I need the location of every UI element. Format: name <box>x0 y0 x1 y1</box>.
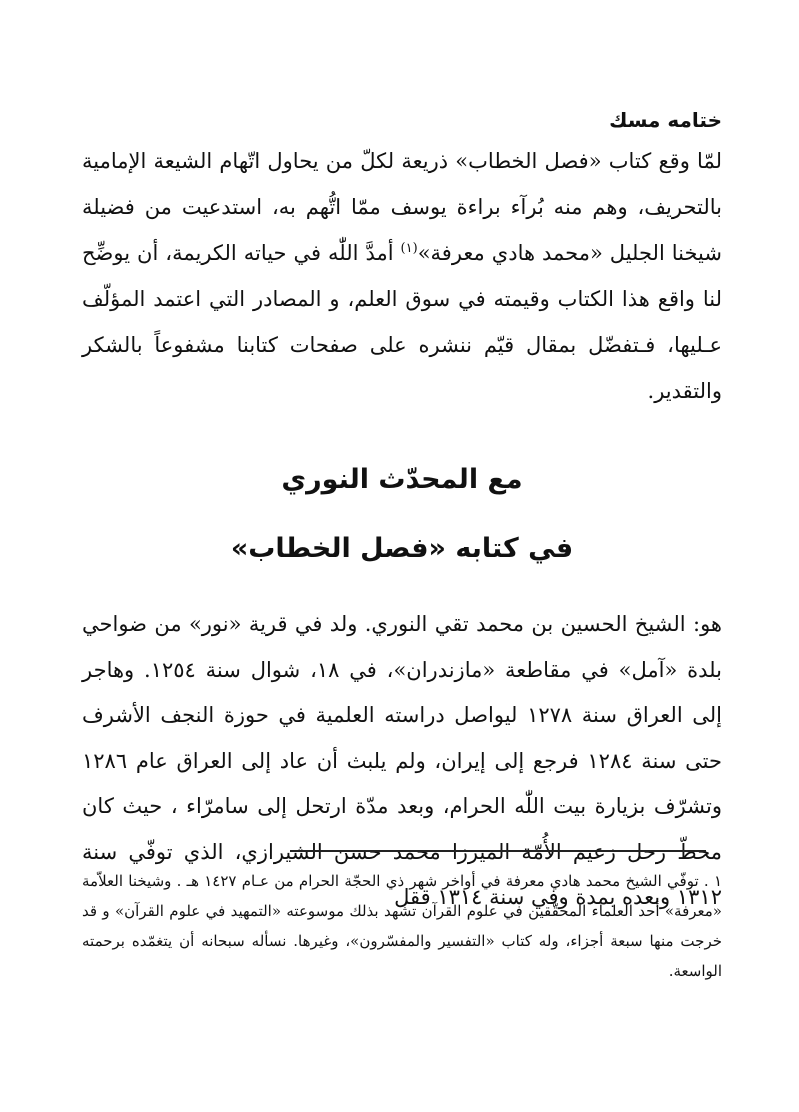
article-title: مع المحدّث النوري <box>281 464 523 495</box>
intro-text-part2: أمدَّ اللّٰه في حياته الكريمة، أن يوضِّح لنا واقع هذا الكتاب وقيمته في سوق العلم، و المصادر التي اعتمد المؤلّف عـليها، فـتفضّل بمقال قيّم ننشره على صفحات كتابنا مشفوعاً بالشكر والتقدير. <box>82 241 722 403</box>
footnote-separator <box>290 850 706 852</box>
page-content <box>82 108 722 921</box>
article-subtitle: في كتابه «فصل الخطاب» <box>230 533 574 564</box>
footnote-reference[interactable]: (١) <box>400 241 418 256</box>
footnote <box>82 866 722 986</box>
body-paragraph-text: هو: الشيخ الحسين بن محمد تقي النوري. ولد في قرية «نور» من ضواحي بلدة «آمل» في مقاطعة «مازندران»، في ١٨، شوال سنة ١٢٥٤. وهاجر إلى العراق سنة ١٢٧٨ ليواصل دراسته العلمية في حوزة النجف الأشرف حتى سنة ١٢٨٤ فرجع إلى إيران، ولم يلبث أن عاد إلى العراق عام ١٢٨٦ وتشرّف بزيارة بيت اللّٰه الحرام، وبعد مدّة ارتحل إلى سامرّاء ، حيث كان محطّ رحل زعيم الأُمّة الميرزا محمد حسن الشيرازي، الذي توفّي سنة ١٣١٢ وبعده بمدة وفي سنة ١٣١٤ ققل <box>82 612 722 909</box>
running-header-title: ختامه مسك <box>609 108 722 132</box>
intro-paragraph <box>82 138 722 414</box>
footnote-text: ١ . توفّي الشيخ محمد هادي معرفة في أواخر شهر ذي الحجّة الحرام من عـام ١٤٢٧ هـ . وشيخنا العلاّمة «معرفة» أحد العلماء المحقّقين في علوم القرآن تشهد بذلك موسوعته «التمهيد في علوم القرآن» و قد خرجت منها سبعة أجزاء، وله كتاب «التفسير والمفسّرون»، وغيرها. نسأله سبحانه أن يتغمّده برحمته الواسعة. <box>82 872 722 980</box>
intro-text-part1: لمّا وقع كتاب «فصل الخطاب» ذريعة لكلّ من يحاول اتّهام الشيعة الإمامية بالتحريف، وهم منه بُرآء براءة يوسف ممّا اتُّهم به، استدعيت من فضيلة شيخنا الجليل «محمد هادي معرفة» <box>82 149 722 265</box>
